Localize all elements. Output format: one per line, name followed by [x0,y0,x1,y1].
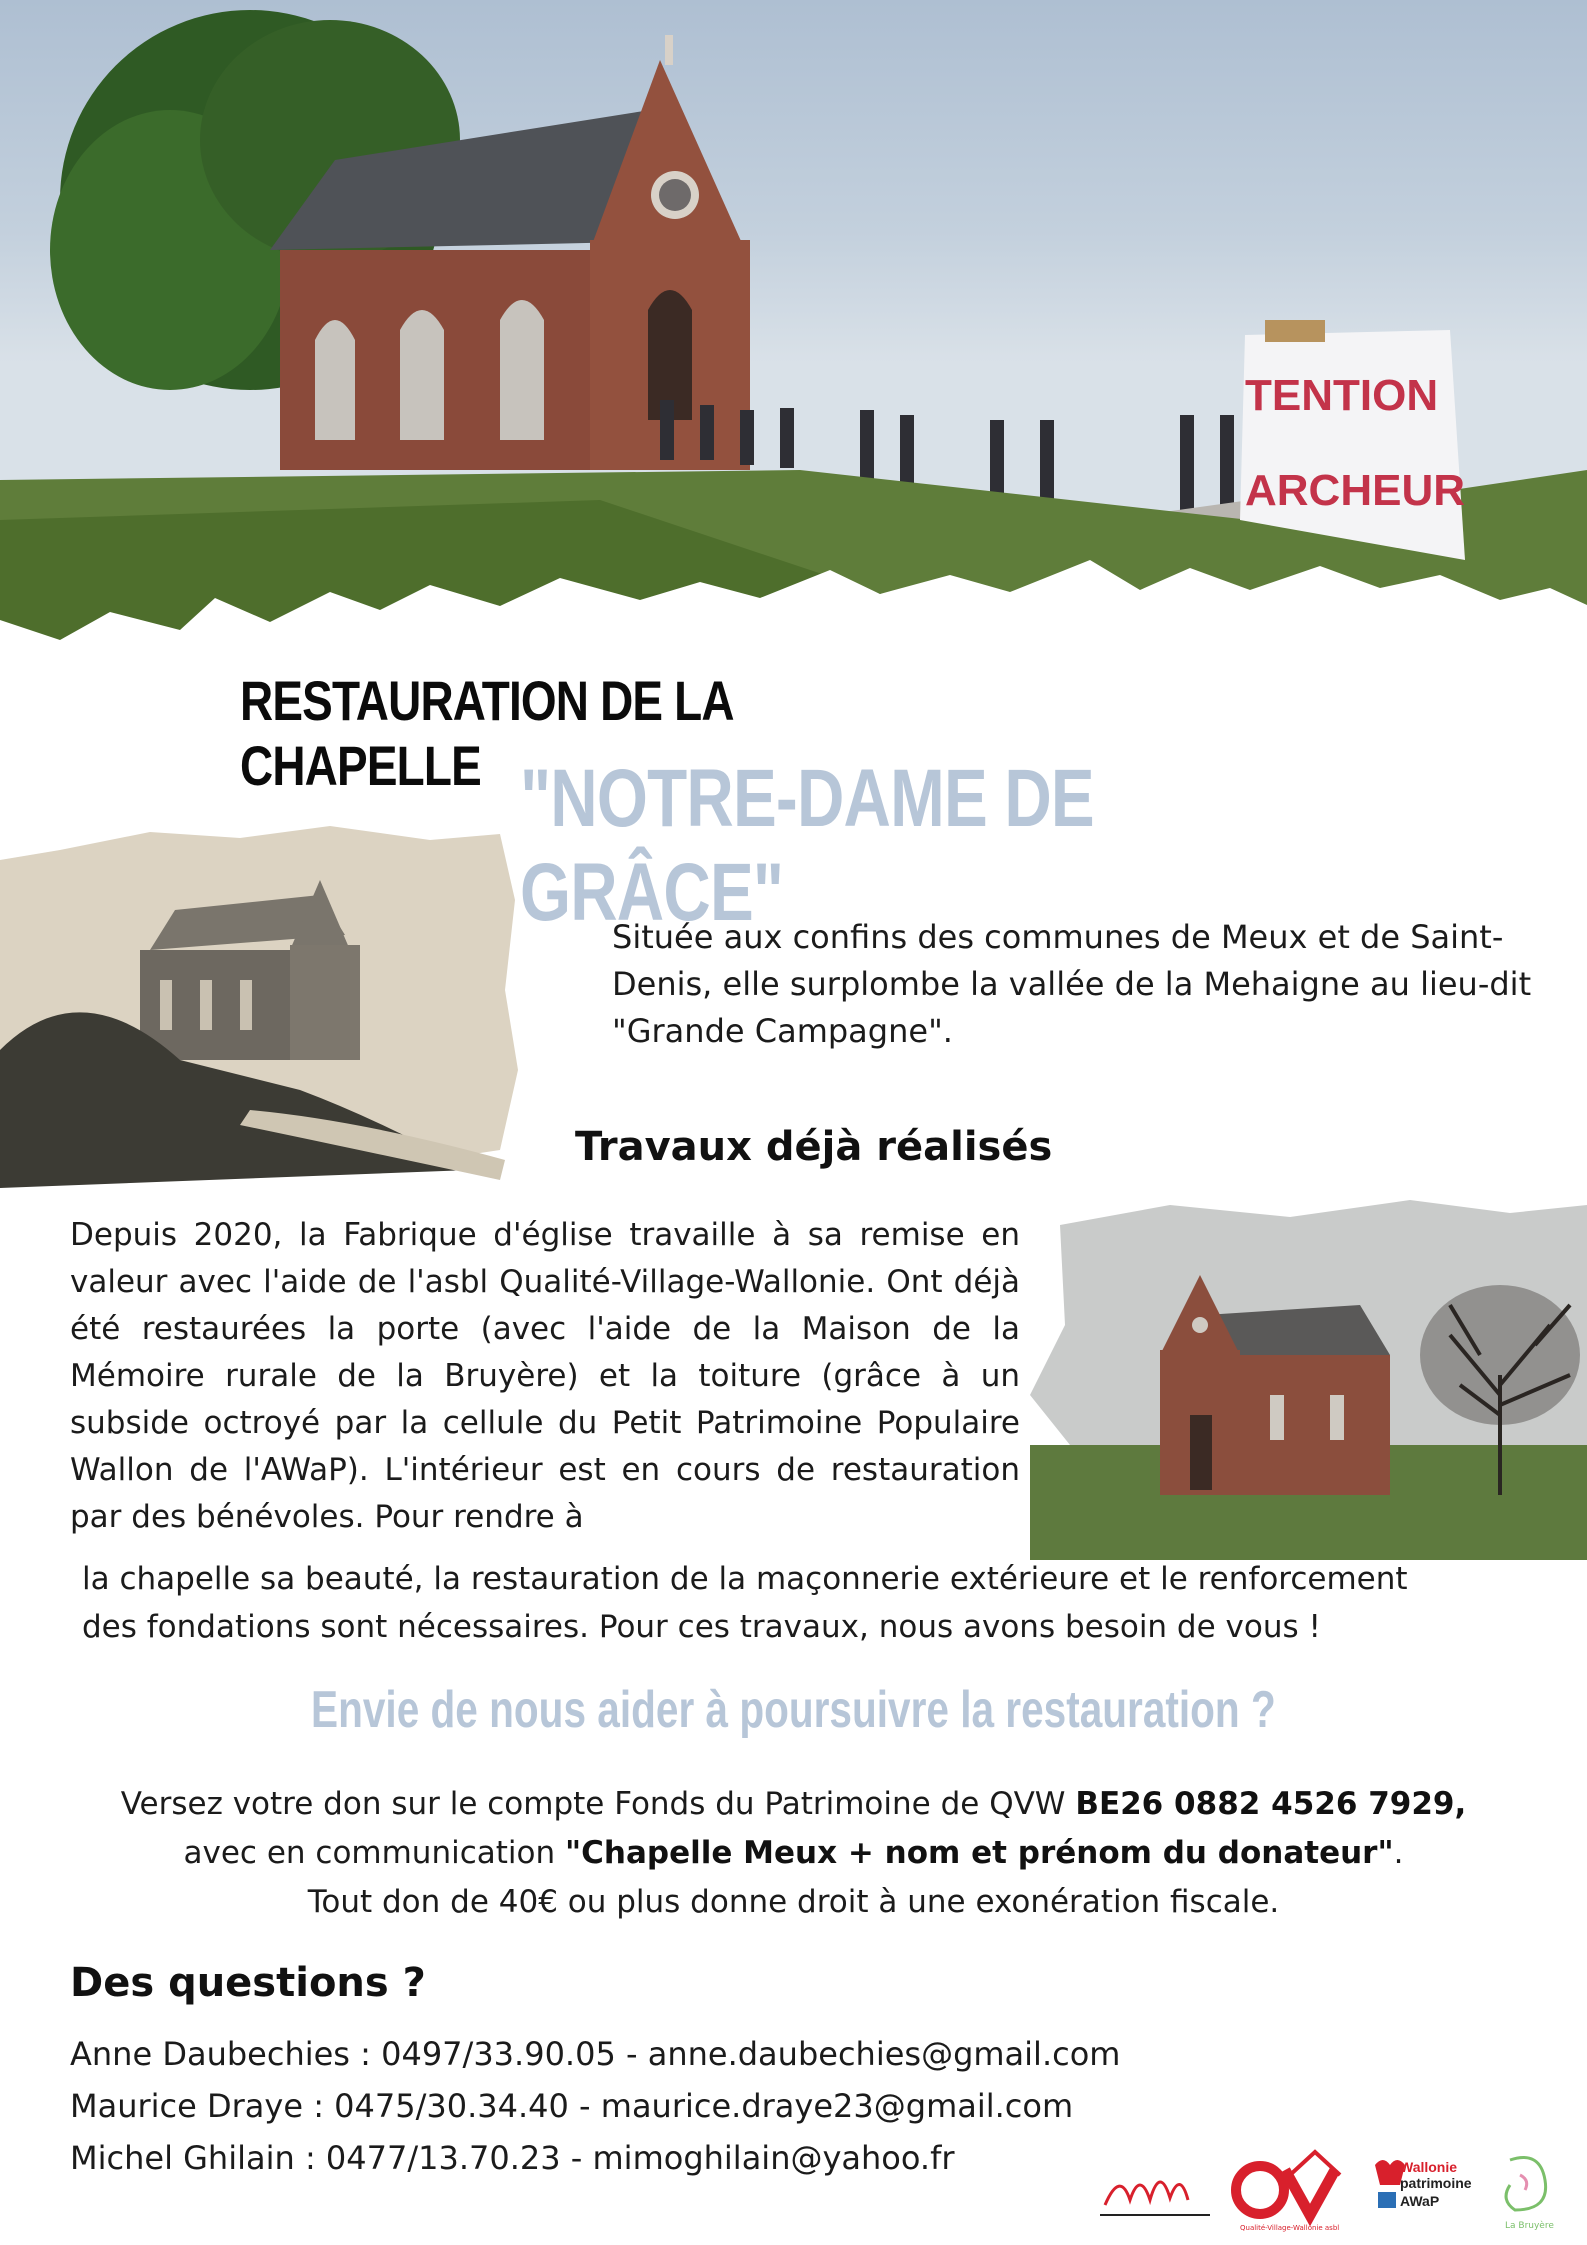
contact-maurice: Maurice Draye : 0475/30.34.40 - maurice.draye23@gmail.com [70,2087,1074,2125]
contact-michel: Michel Ghilain : 0477/13.70.23 - mimoghilain@yahoo.fr [70,2139,955,2177]
donation-block [0,1780,1587,1927]
la-bruyere-caption: La Bruyère [1505,2221,1554,2231]
awap-line3: AWaP [1400,2193,1440,2209]
awap-line2: patrimoine [1400,2175,1472,2191]
sign-text-bottom: ARCHEUR [1245,466,1465,515]
works-paragraph-part1: Depuis 2020, la Fabrique d'église travaille à sa remise en valeur avec l'aide de l'asbl Qualité-Village-Wallonie. Ont déjà été restaurées la porte (avec l'aide de la Maison de la Mémoire rurale de la Bruyère) et la toiture (grâce à un subside octroyé par la cellule du Petit Patrimoine Populaire Wallon de l'AWaP). L'intérieur est en cours de restauration par des bénévoles. Pour rendre à [70,1217,1020,1535]
section-heading-works: Travaux déjà réalisés [575,1124,1053,1170]
donation-account-text: Versez votre don sur le compte Fonds du Patrimoine de QVW [120,1786,1076,1822]
title-line-2: "NOTRE-DAME DE GRÂCE" [520,753,1094,938]
qvw-logo [1236,2152,1340,2232]
la-bruyere-logo [1505,2158,1554,2232]
donation-period: . [1393,1835,1404,1871]
mmr-logo [1100,2182,1210,2215]
donation-iban: BE26 0882 4526 7929, [1075,1786,1467,1822]
current-chapel-photo [1030,1195,1587,1570]
donation-line-3: Tout don de 40€ ou plus donne droit à une exonération fiscale. [307,1884,1280,1920]
donation-line-2 [0,1829,1587,1878]
donation-communication-text: avec en communication [183,1835,565,1871]
hero-photo-illustration [0,0,1587,660]
donation-communication: "Chapelle Meux + nom et prénom du donateur" [565,1835,1394,1871]
hero-photo [0,0,1587,660]
cta-heading [0,1680,1587,1740]
works-line-1: la chapelle sa beauté, la restauration de la maçonnerie extérieure et le renforcement [82,1561,1408,1597]
contact-anne: Anne Daubechies : 0497/33.90.05 - anne.daubechies@gmail.com [70,2035,1121,2073]
historic-chapel-photo [0,820,520,1190]
sign-text-top: TENTION [1245,371,1439,420]
donation-line-1 [0,1780,1587,1829]
title-line-1: RESTAURATION DE LA CHAPELLE [240,669,733,797]
cta-heading-text: Envie de nous aider à poursuivre la restauration ? [311,1681,1276,1739]
awap-logo [1375,2159,1472,2209]
intro-paragraph: Située aux confins des communes de Meux et de Saint-Denis, elle surplombe la vallée de la Mehaigne au lieu-dit "Grande Campagne". [612,918,1532,1050]
partner-logos [1100,2130,1580,2240]
qvw-logo-caption: Qualité-Village-Wallonie asbl [1240,2224,1340,2232]
questions-heading: Des questions ? [70,1960,426,2006]
contacts-list [70,2028,1120,2184]
works-paragraph-part2 [82,1555,1522,1651]
awap-line1: Wallonie [1400,2159,1458,2175]
works-line-2: des fondations sont nécessaires. Pour ces travaux, nous avons besoin de vous ! [82,1609,1321,1645]
